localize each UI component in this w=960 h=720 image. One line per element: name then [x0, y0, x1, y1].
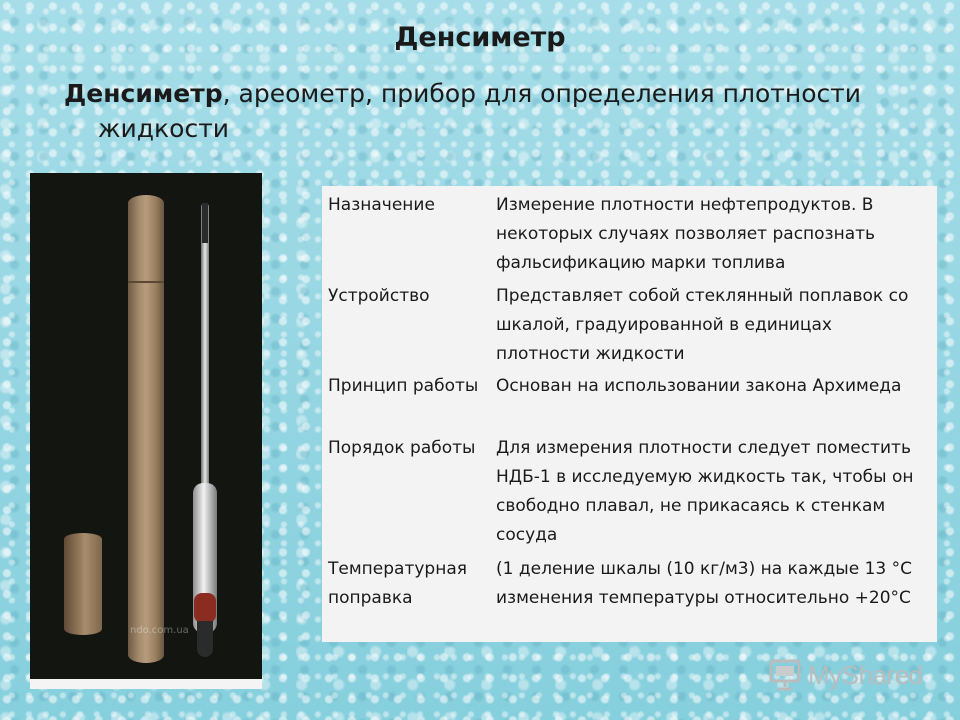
photo-bottom-band	[30, 679, 262, 689]
row-value: Основан на использовании закона Архимеда	[496, 376, 902, 396]
tube-seam	[128, 281, 164, 283]
definition	[64, 76, 904, 146]
row-key: Принцип работы	[328, 376, 479, 396]
row-value: (1 деление шкалы (10 кг/м3) на каждые 13 °С изменения температуры относительно +20°С	[496, 559, 913, 608]
row-value: Для измерения плотности следует поместить НДБ-1 в исследуемую жидкость так, чтобы он свободно плавал, не прикасаясь к стенкам сосуда	[496, 438, 914, 545]
photo-watermark: ndo.com.ua	[130, 625, 189, 636]
row-key: Устройство	[328, 286, 430, 306]
table-row	[322, 186, 937, 282]
table-row	[322, 282, 937, 372]
definition-continuation: жидкости	[98, 114, 230, 143]
tube-cap	[64, 533, 102, 635]
definition-term: Денсиметр	[64, 79, 223, 108]
brand-logo[interactable]	[768, 655, 923, 695]
row-value: Измерение плотности нефтепродуктов. В некоторых случаях позволяет распознать фальсификацию марки топлива	[496, 195, 876, 273]
definition-text: , ареометр, прибор для определения плотности	[222, 79, 862, 108]
hydrometer-stem	[201, 203, 209, 493]
hydrometer-tip	[202, 203, 208, 243]
table-row	[322, 434, 937, 555]
row-value: Представляет собой стеклянный поплавок со шкалой, градуированной в единицах плотности жидкости	[496, 286, 909, 364]
table-row	[322, 372, 937, 434]
row-key: Температурная поправка	[328, 559, 467, 608]
row-key: Порядок работы	[328, 438, 476, 458]
row-key: Назначение	[328, 195, 435, 215]
slide-title: Денсиметр	[394, 22, 566, 53]
hydrometer-photo	[30, 173, 262, 689]
hydrometer-weight	[197, 621, 213, 657]
table-row	[322, 555, 937, 642]
hydrometer-bulb	[194, 593, 216, 623]
info-table	[322, 186, 937, 642]
storage-tube	[128, 195, 164, 663]
presentation-board-icon	[768, 658, 802, 692]
brand-name: MyShared	[808, 659, 923, 690]
